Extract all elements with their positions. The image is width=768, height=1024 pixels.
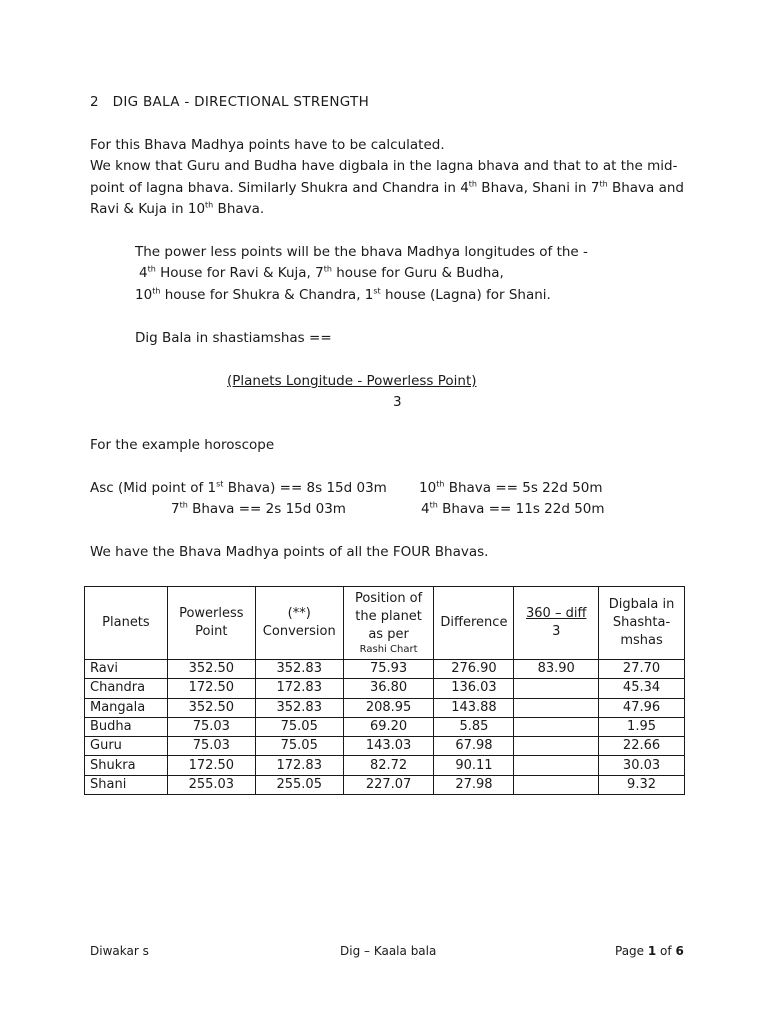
powerless-line-3: 10th house for Shukra & Chandra, 1st house (Lagna) for Shani. xyxy=(135,286,551,303)
table-row: Ravi 352.50 352.83 75.93 276.90 83.90 27.70 xyxy=(85,660,685,679)
example-label: For the example horoscope xyxy=(90,437,275,453)
footer-page: Page 1 of 6 xyxy=(615,944,684,958)
section-heading xyxy=(90,94,369,110)
tenth-bhava: 10th Bhava == 5s 22d 50m xyxy=(419,479,603,496)
fourth-bhava: 4th Bhava == 11s 22d 50m xyxy=(421,500,605,517)
table-row: Shukra 172.50 172.83 82.72 90.11 30.03 xyxy=(85,756,685,775)
header-diff360: 360 – diff 3 xyxy=(514,587,599,660)
table-row: Mangala 352.50 352.83 208.95 143.88 47.96 xyxy=(85,698,685,717)
table-header-row xyxy=(85,587,685,660)
seventh-bhava: 7th Bhava == 2s 15d 03m xyxy=(171,500,346,517)
formula-label: Dig Bala in shastiamshas == xyxy=(135,330,332,346)
header-difference: Difference xyxy=(434,587,514,660)
intro-line-3: point of lagna bhava. Similarly Shukra and Chandra in 4th Bhava, Shani in 7th Bhava and xyxy=(90,179,684,196)
summary-line: We have the Bhava Madhya points of all the FOUR Bhavas. xyxy=(90,544,489,560)
table-row: Shani 255.03 255.05 227.07 27.98 9.32 xyxy=(85,775,685,794)
table-row: Guru 75.03 75.05 143.03 67.98 22.66 xyxy=(85,737,685,756)
intro-line-2: We know that Guru and Budha have digbala in the lagna bhava and that to at the mid- xyxy=(90,158,678,174)
section-number: 2 xyxy=(90,94,99,110)
footer-title: Dig – Kaala bala xyxy=(340,944,437,958)
header-digbala: Digbala in Shashta-mshas xyxy=(599,587,685,660)
header-position: Position of the planet as per Rashi Chart xyxy=(343,587,434,660)
table-row: Budha 75.03 75.05 69.20 5.85 1.95 xyxy=(85,717,685,736)
intro-line-4: Ravi & Kuja in 10th Bhava. xyxy=(90,200,265,217)
formula-denominator: 3 xyxy=(393,394,402,410)
powerless-line-2: 4th House for Ravi & Kuja, 7th house for Guru & Budha, xyxy=(139,264,504,281)
digbala-table xyxy=(84,586,685,795)
asc-bhava: Asc (Mid point of 1st Bhava) == 8s 15d 03m xyxy=(90,479,387,496)
powerless-line-1: The power less points will be the bhava Madhya longitudes of the - xyxy=(135,244,588,260)
footer-author: Diwakar s xyxy=(90,944,149,958)
header-powerless: Powerless Point xyxy=(167,587,255,660)
header-conversion: (**) Conversion xyxy=(255,587,343,660)
intro-line-1: For this Bhava Madhya points have to be calculated. xyxy=(90,137,445,153)
header-planets: Planets xyxy=(85,587,168,660)
table-row: Chandra 172.50 172.83 36.80 136.03 45.34 xyxy=(85,679,685,698)
section-title: DIG BALA - DIRECTIONAL STRENGTH xyxy=(112,94,370,110)
formula-numerator: (Planets Longitude - Powerless Point) xyxy=(227,373,477,389)
